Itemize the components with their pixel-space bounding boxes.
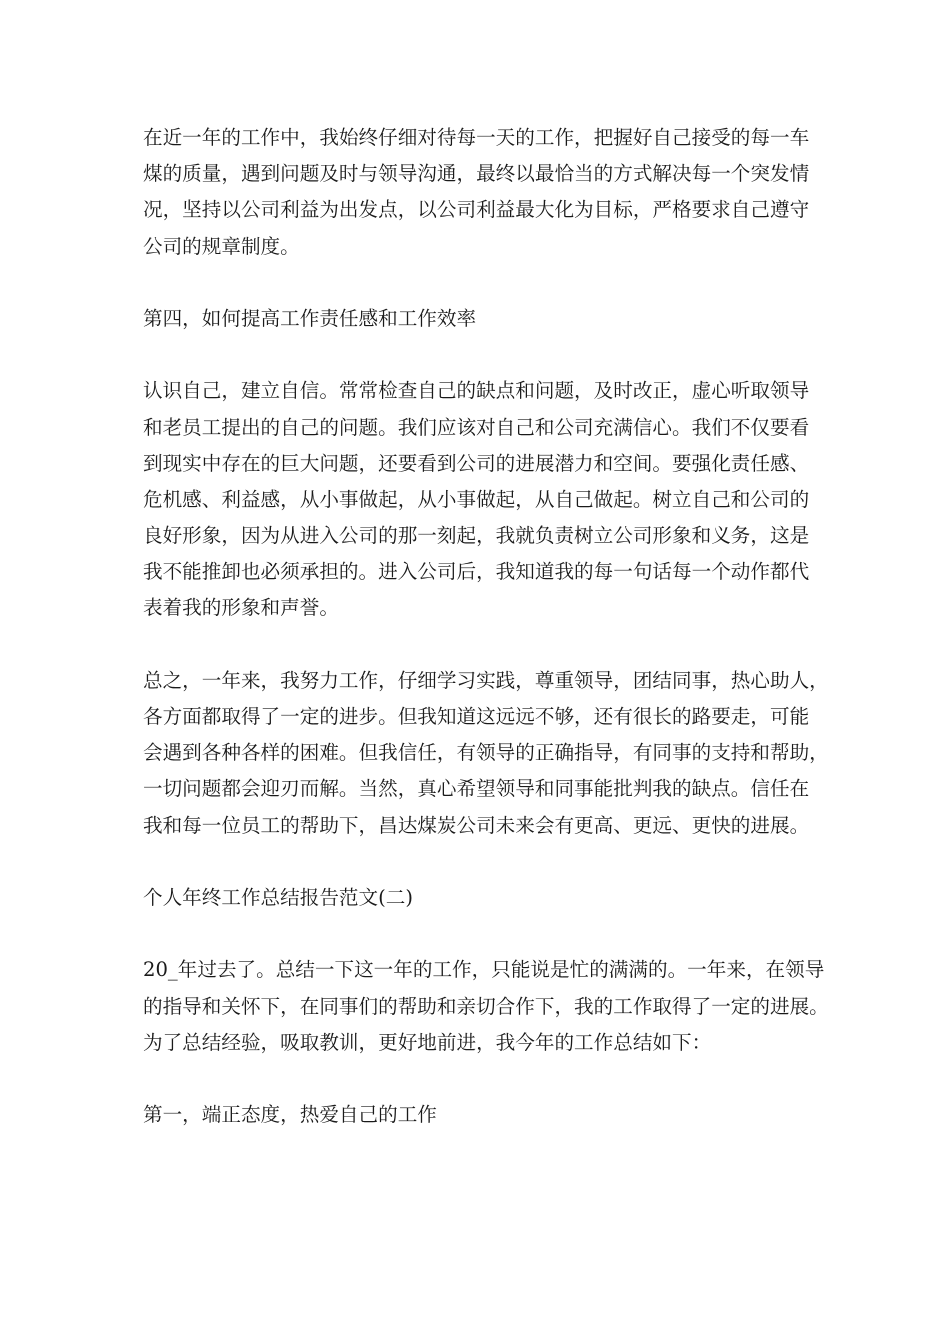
heading-line: 第四，如何提高工作责任感和工作效率 <box>143 306 477 330</box>
document-body <box>143 120 829 1133</box>
paragraph-gap <box>143 916 813 952</box>
text-line: 各方面都取得了一定的进步。但我知道这远远不够，还有很长的路要走，可能 <box>143 705 810 728</box>
text-line: 煤的质量，遇到问题及时与领导沟通，最终以最恰当的方式解决每一个突发情 <box>143 162 810 186</box>
text-line: 危机感、利益感，从小事做起，从小事做起，从自己做起。树立自己和公司的 <box>143 487 810 511</box>
text-line: 到现实中存在的巨大问题，还要看到公司的进展潜力和空间。要强化责任感、 <box>143 451 810 475</box>
heading-line: 第一，端正态度，热爱自己的工作 <box>143 1103 437 1127</box>
text-line: 为了总结经验，吸取教训，更好地前进，我今年的工作总结如下： <box>143 1030 712 1054</box>
section-heading-first <box>143 1097 813 1133</box>
paragraph-self-awareness <box>143 373 813 626</box>
text-line: 20_年过去了。总结一下这一年的工作，只能说是忙的满满的。一年来，在领导 <box>143 958 825 982</box>
text-line: 良好形象，因为从进入公司的那一刻起，我就负责树立公司形象和义务，这是 <box>143 524 810 548</box>
paragraph-coal-quality <box>143 120 813 265</box>
text-line: 一切问题都会迎刃而解。当然，真心希望领导和同事能批判我的缺点。信任在 <box>143 777 810 801</box>
paragraph-year-summary <box>143 952 829 1061</box>
text-line: 表着我的形象和声誉。 <box>143 596 339 620</box>
paragraph-gap <box>143 1061 813 1097</box>
document-subtitle-two <box>143 880 813 916</box>
heading-line: 个人年终工作总结报告范文(二) <box>143 885 414 909</box>
section-heading-fourth <box>143 301 813 337</box>
text-line: 我和每一位员工的帮助下，昌达煤炭公司未来会有更高、更远、更快的进展。 <box>143 813 810 837</box>
text-line: 认识自己，建立自信。常常检查自己的缺点和问题，及时改正，虚心听取领导 <box>143 379 810 403</box>
text-line: 会遇到各种各样的困难。但我信任，有领导的正确指导，有同事的支持和帮助， <box>143 741 829 765</box>
text-line: 和老员工提出的自己的问题。我们应该对自己和公司充满信心。我们不仅要看 <box>143 415 810 439</box>
text-line: 总之，一年来，我努力工作，仔细学习实践，尊重领导，团结同事，热心助人， <box>143 668 829 692</box>
paragraph-gap <box>143 265 813 301</box>
text-line: 况，坚持以公司利益为出发点，以公司利益最大化为目标，严格要求自己遵守 <box>143 198 810 222</box>
paragraph-conclusion <box>143 663 829 844</box>
text-line: 的指导和关怀下，在同事们的帮助和亲切合作下，我的工作取得了一定的进展。 <box>143 994 829 1018</box>
text-line: 公司的规章制度。 <box>143 234 300 258</box>
text-line: 我不能推卸也必须承担的。进入公司后，我知道我的每一句话每一个动作都代 <box>143 560 810 584</box>
paragraph-gap <box>143 627 813 663</box>
paragraph-gap <box>143 844 813 880</box>
text-line: 在近一年的工作中，我始终仔细对待每一天的工作，把握好自己接受的每一车 <box>143 126 810 149</box>
paragraph-gap <box>143 337 813 373</box>
